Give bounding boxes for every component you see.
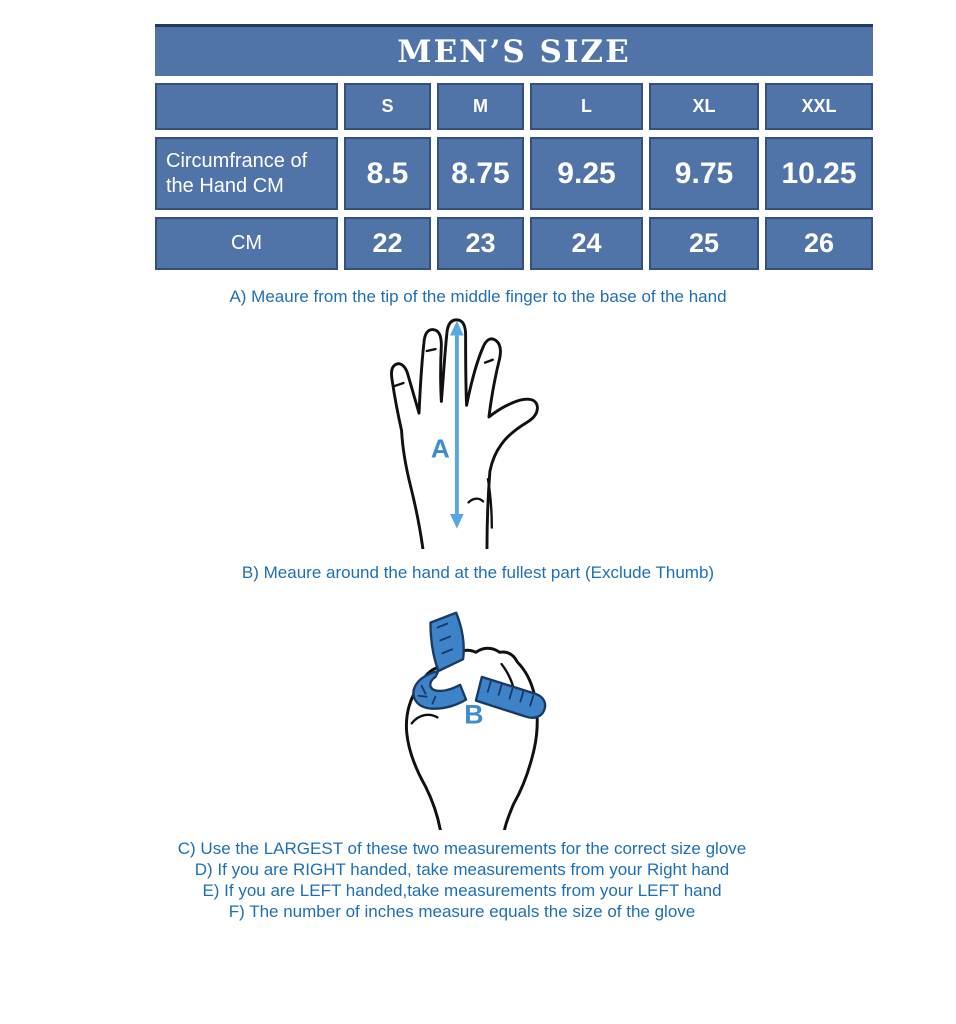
mens-size-table — [155, 24, 873, 270]
size-col-s: S — [344, 83, 431, 130]
instruction-b: B) Meaure around the hand at the fullest part (Exclude Thumb) — [241, 563, 715, 582]
size-col-xxl: XXL — [765, 83, 873, 130]
size-col-l: L — [530, 83, 643, 130]
instruction-area — [0, 270, 956, 922]
instruction-e: E) If you are LEFT handed,take measurements from your LEFT hand — [202, 881, 722, 900]
circumference-l: 9.25 — [530, 137, 643, 210]
cm-m: 23 — [437, 217, 524, 270]
instruction-d: D) If you are RIGHT handed, take measurements from your Right hand — [194, 860, 730, 879]
cm-xxl: 26 — [765, 217, 873, 270]
circumference-xxl: 10.25 — [765, 137, 873, 210]
cm-xl: 25 — [649, 217, 759, 270]
measurement-b-label: B — [464, 699, 484, 730]
size-col-m: M — [437, 83, 524, 130]
instruction-a: A) Meaure from the tip of the middle finger to the base of the hand — [229, 287, 727, 306]
sizing-notes — [0, 838, 940, 922]
circumference-xl: 9.75 — [649, 137, 759, 210]
measurement-a-label: A — [430, 433, 450, 464]
instruction-c: C) Use the LARGEST of these two measurements for the correct size glove — [177, 839, 747, 858]
instruction-f: F) The number of inches measure equals the size of the glove — [228, 902, 696, 921]
row-label-circumference: Circumfrance of the Hand CM — [155, 137, 338, 210]
size-col-xl: XL — [649, 83, 759, 130]
circumference-s: 8.5 — [344, 137, 431, 210]
cm-l: 24 — [530, 217, 643, 270]
row-label-cm: CM — [155, 217, 338, 270]
hand-length-diagram — [387, 318, 552, 549]
cm-s: 22 — [344, 217, 431, 270]
table-title: MEN’S SIZE — [155, 24, 873, 76]
corner-cell — [155, 83, 338, 130]
hand-circumference-diagram — [385, 593, 553, 830]
circumference-m: 8.75 — [437, 137, 524, 210]
size-grid — [155, 83, 873, 270]
